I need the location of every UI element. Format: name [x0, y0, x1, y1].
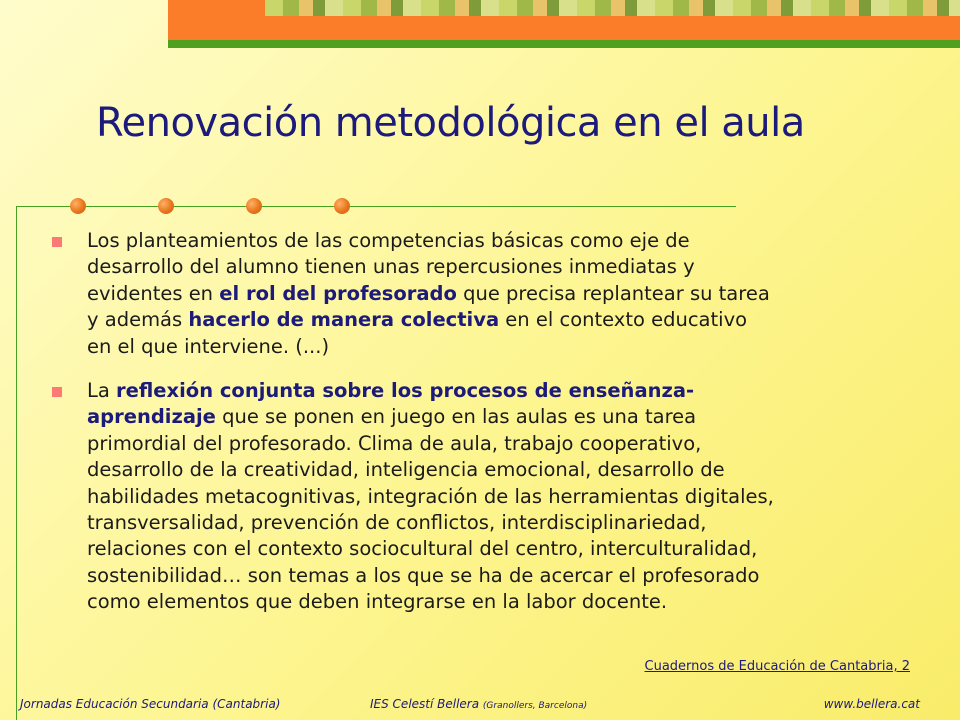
- banner-green-stripe: [168, 40, 960, 48]
- text-line: evidentes en el rol del profesorado que precisa replantear su tarea: [87, 281, 770, 305]
- bullet-item-1: [52, 228, 932, 360]
- text-line: relaciones con el contexto sociocultural del centro, interculturalidad,: [87, 537, 758, 561]
- text-line: transversalidad, prevención de conflictos, interdisciplinariedad,: [87, 511, 707, 535]
- text-line: primordial del profesorado. Clima de aula, trabajo cooperativo,: [87, 431, 702, 455]
- footer-center: IES Celestí Bellera (Granollers, Barcelona): [370, 697, 588, 711]
- bullet-item-2: [52, 378, 932, 616]
- decor-dot: [246, 198, 262, 214]
- emphasis-text: el rol del profesorado: [219, 281, 457, 305]
- text-line: desarrollo del alumno tienen unas repercusiones inmediatas y: [87, 255, 695, 279]
- emphasis-text: reflexión conjunta sobre los procesos de enseñanza-: [116, 379, 695, 403]
- text-line: desarrollo de la creatividad, inteligencia emocional, desarrollo de: [87, 458, 725, 482]
- decor-dot: [334, 198, 350, 214]
- footer-left: Jornadas Educación Secundaria (Cantabria): [20, 697, 281, 711]
- text-line: aprendizaje que se ponen en juego en las aulas es una tarea: [87, 405, 697, 429]
- bullet-list: [52, 228, 932, 634]
- decor-dot: [70, 198, 86, 214]
- emphasis-text: hacerlo de manera colectiva: [188, 308, 500, 332]
- frame-top-line: [16, 206, 736, 207]
- decor-dot: [158, 198, 174, 214]
- square-bullet-icon: [52, 237, 62, 247]
- slide-title: Renovación metodológica en el aula: [96, 100, 805, 146]
- footer-right-url: www.bellera.cat: [823, 697, 920, 711]
- text-line: en el que interviene. (...): [87, 334, 330, 358]
- emphasis-text: aprendizaje: [87, 405, 216, 429]
- text-line: sostenibilidad… son temas a los que se ha de acercar el profesorado: [87, 563, 760, 587]
- text-line: Los planteamientos de las competencias básicas como eje de: [87, 229, 690, 252]
- text-line: como elementos que deben integrarse en la labor docente.: [87, 590, 668, 614]
- square-bullet-icon: [52, 387, 62, 397]
- text-line: habilidades metacognitivas, integración de las herramientas digitales,: [87, 484, 774, 508]
- text-line: La reflexión conjunta sobre los procesos de enseñanza-: [87, 379, 695, 403]
- text-line: y además hacerlo de manera colectiva en el contexto educativo: [87, 308, 748, 332]
- source-citation-link[interactable]: Cuadernos de Educación de Cantabria, 2: [644, 659, 910, 674]
- frame-left-line: [16, 206, 17, 720]
- banner-photo-strip: [265, 0, 960, 16]
